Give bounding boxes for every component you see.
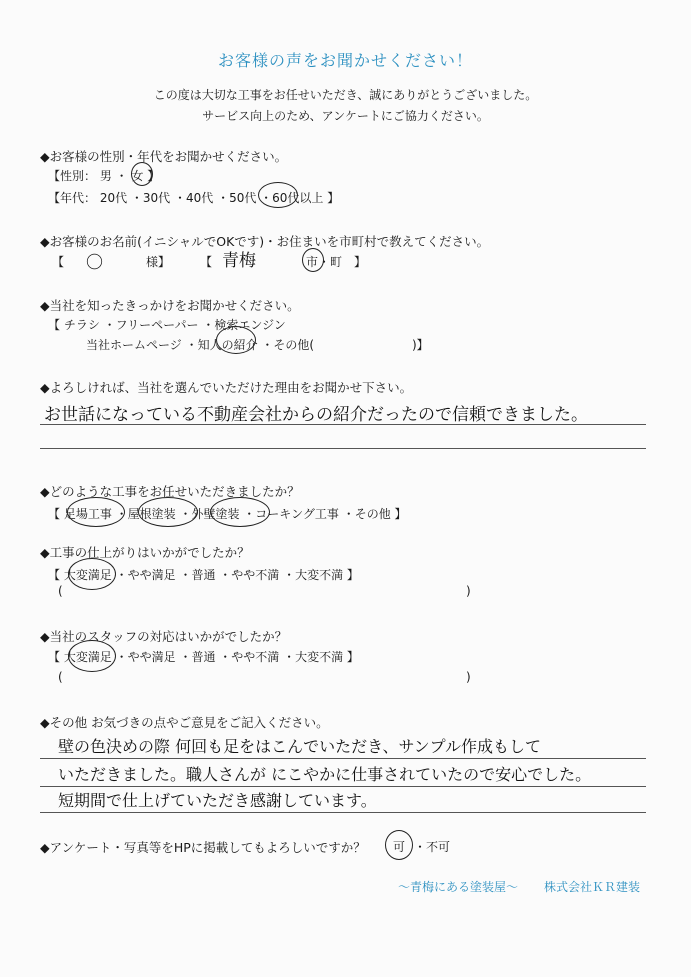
comment-line-3[interactable]: 短期間で仕上げていただき感謝しています。 [58,791,377,810]
comment-line-1[interactable]: 壁の色決めの際 何回も足をはこんでいただき、サンプル作成もして [58,737,542,756]
publish-no-option[interactable]: ・不可 [414,840,451,854]
staff-paren-open: ( [58,670,63,684]
selection-circle [68,558,116,590]
question-other-comments: ◆その他 お気づきの点やご意見をご記入ください。 [40,715,329,730]
selection-circle [216,326,256,354]
intro-line-2: サービス向上のため、アンケートにご協力ください。 [202,109,489,123]
city-answer[interactable]: 青梅 [222,251,256,271]
staff-paren-close: ) [466,670,471,684]
answer-rule [40,758,646,759]
how-found-other-close: )】 [412,338,429,352]
selection-circle [385,830,413,860]
intro-line-1: この度は大切な工事をお任せいただき、誠にありがとうございました。 [153,88,538,102]
comment-line-2[interactable]: いただきました。職人さんが にこやかに仕事されていたので安心でした。 [58,765,592,784]
work-type-options[interactable]: 【 足場工事 ・屋根塗装 ・外壁塗装 ・コーキング工事 ・その他 】 [48,507,407,521]
question-work-type: ◆どのような工事をお任せいただきましたか？ [40,484,300,499]
question-reason: ◆よろしければ、当社を選んでいただけた理由をお聞かせ下さい。 [40,380,413,395]
city-bracket-open: 【 [200,255,213,269]
finish-quality-options[interactable]: 【 大変満足 ・やや満足 ・普通 ・やや不満 ・大変不満 】 [48,568,359,582]
question-publish-consent: ◆アンケート・写真等をHPに掲載してもよろしいですか？ [40,840,366,855]
name-sama: 様】 [146,255,171,269]
city-suffix: 市・町 [306,255,343,269]
selection-circle [138,497,198,527]
footer-tagline: 〜青梅にある塗装屋〜 [398,880,519,894]
gender-options[interactable]: 【性別： 男 ・ 女 】 [48,169,160,183]
how-found-options-2[interactable]: 当社ホームページ ・知人の紹介 ・その他( [86,338,315,352]
name-bracket-open: 【 [52,255,65,269]
how-found-options-1[interactable]: 【 チラシ ・フリーペーパー ・検索エンジン [48,318,286,332]
question-name-city: ◆お客様のお名前(イニシャルでOKです)・お住まいを市町村で教えてください。 [40,234,490,249]
answer-rule [40,448,646,449]
selection-circle [67,497,125,527]
question-finish-quality: ◆工事の仕上がりはいかがでしたか？ [40,545,250,560]
reason-answer[interactable]: お世話になっている不動産会社からの紹介だったので信頼できました。 [44,405,588,425]
answer-rule [40,424,646,425]
selection-circle [258,182,298,208]
name-answer[interactable]: 〇 [86,253,103,273]
question-how-found: ◆当社を知ったきっかけをお聞かせください。 [40,298,300,313]
question-gender-age: ◆お客様の性別・年代をお聞かせください。 [40,149,288,164]
city-bracket-close: 】 [354,255,367,269]
finish-paren-open: ( [58,584,63,598]
question-staff-response: ◆当社のスタッフの対応はいかがでしたか？ [40,629,288,644]
staff-response-options[interactable]: 【 大変満足 ・やや満足 ・普通 ・やや不満 ・大変不満 】 [48,650,359,664]
answer-rule [40,812,646,813]
footer-company: 株式会社ＫＲ建装 [544,880,641,894]
selection-circle [131,162,153,186]
finish-paren-close: ) [466,584,471,598]
selection-circle [68,640,116,672]
age-options[interactable]: 【年代： 20代 ・30代 ・40代 ・50代 ・60代以上 】 [48,191,340,205]
page-title: お客様の声をお聞かせください！ [217,51,473,70]
answer-rule [40,786,646,787]
publish-yes-option[interactable]: 可 [393,840,406,854]
selection-circle [210,497,270,527]
selection-circle [302,248,324,272]
